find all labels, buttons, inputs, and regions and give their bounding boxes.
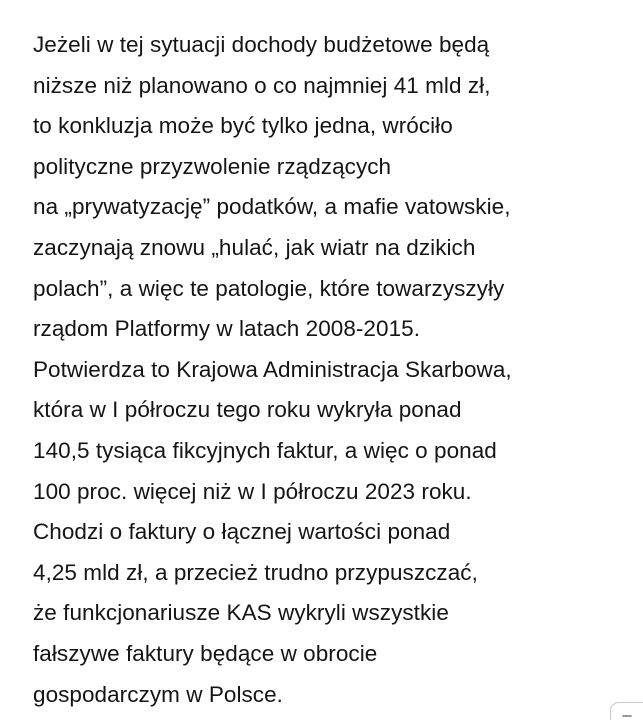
article-line: gospodarczym w Polsce.: [33, 681, 283, 707]
article-line: polach”, a więc te patologie, które towarzyszyły: [33, 275, 505, 301]
article-line: fałszywe faktury będące w obrocie: [33, 640, 378, 666]
article-line: Chodzi o faktury o łącznej wartości ponad: [33, 519, 451, 545]
article-line: na „prywatyzację” podatków, a mafie vatowskie,: [33, 194, 511, 220]
article-line: 4,25 mld zł, a przecież trudno przypuszczać,: [33, 559, 478, 585]
article-line: 140,5 tysiąca fikcyjnych faktur, a więc o ponad: [33, 437, 497, 463]
article-paragraph: [33, 25, 638, 715]
article-line: że funkcjonariusze KAS wykryli wszystkie: [33, 600, 449, 626]
article-line: Potwierdza to Krajowa Administracja Skarbowa,: [33, 356, 512, 382]
article-line: zaczynają znowu „hulać, jak wiatr na dzikich: [33, 234, 476, 260]
article-line: Jeżeli w tej sytuacji dochody budżetowe będą: [33, 32, 490, 57]
article-line: 100 proc. więcej niż w I półroczu 2023 roku.: [33, 478, 472, 504]
article-line: która w I półroczu tego roku wykryła ponad: [33, 397, 462, 423]
article-line: to konkluzja może być tylko jedna, wróciło: [33, 113, 453, 139]
article-line: rządom Platformy w latach 2008-2015.: [33, 316, 420, 342]
article-line: polityczne przyzwolenie rządzących: [33, 153, 392, 179]
floating-widget-button[interactable]: [610, 702, 643, 720]
article-line: niższe niż planowano o co najmniej 41 mld zł,: [33, 72, 491, 98]
